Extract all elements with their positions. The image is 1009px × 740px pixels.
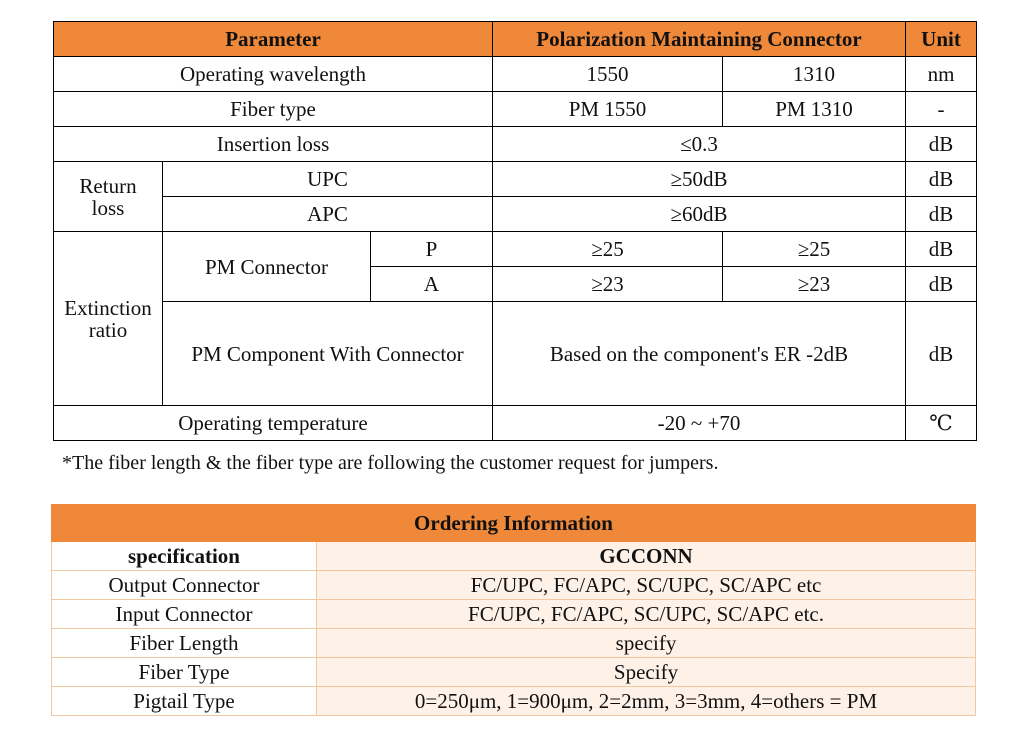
unit-operating-temperature: ℃ [906, 406, 977, 441]
value-fiber-type-2: PM 1310 [723, 92, 906, 127]
ordering-row-output-connector [52, 571, 976, 600]
label-apc: APC [163, 197, 493, 232]
label-return-loss [54, 162, 163, 232]
label-a: A [371, 267, 493, 302]
unit-wavelength: nm [906, 57, 977, 92]
spec-header-row [54, 22, 977, 57]
row-fiber-type [54, 92, 977, 127]
ordering-row-input-connector [52, 600, 976, 629]
value-wavelength-1310: 1310 [723, 57, 906, 92]
ordering-title-row [52, 505, 976, 542]
ordering-label-specification: specification [52, 542, 317, 571]
row-operating-temperature [54, 406, 977, 441]
label-upc: UPC [163, 162, 493, 197]
extinction-line2: ratio [88, 317, 128, 342]
unit-p: dB [906, 232, 977, 267]
label-pm-connector: PM Connector [163, 232, 371, 302]
footnote: *The fiber length & the fiber type are following the customer request for jumpers. [62, 452, 719, 474]
header-unit: Unit [906, 22, 977, 57]
ordering-value-specification: GCCONN [317, 542, 976, 571]
ordering-value-output-connector: FC/UPC, FC/APC, SC/UPC, SC/APC etc [317, 571, 976, 600]
row-extinction-p [54, 232, 977, 267]
label-p: P [371, 232, 493, 267]
row-pm-component [54, 302, 977, 406]
ordering-row-specification [52, 542, 976, 571]
row-insertion-loss [54, 127, 977, 162]
value-upc: ≥50dB [493, 162, 906, 197]
ordering-value-fiber-type: Specify [317, 658, 976, 687]
label-fiber-type: Fiber type [54, 92, 493, 127]
label-insertion-loss: Insertion loss [54, 127, 493, 162]
return-loss-line1: Return [79, 173, 137, 198]
unit-pm-component: dB [906, 302, 977, 406]
value-apc: ≥60dB [493, 197, 906, 232]
value-a-1: ≥23 [493, 267, 723, 302]
header-parameter: Parameter [54, 22, 493, 57]
ordering-label-input-connector: Input Connector [52, 600, 317, 629]
row-operating-wavelength [54, 57, 977, 92]
ordering-title: Ordering Information [52, 505, 976, 542]
value-insertion-loss: ≤0.3 [493, 127, 906, 162]
ordering-label-fiber-length: Fiber Length [52, 629, 317, 658]
return-loss-line2: loss [91, 195, 125, 220]
unit-apc: dB [906, 197, 977, 232]
row-return-loss-apc [54, 197, 977, 232]
label-extinction-ratio [54, 232, 163, 406]
ordering-row-fiber-type [52, 658, 976, 687]
specification-table [53, 21, 977, 441]
extinction-line1: Extinction [64, 295, 152, 320]
ordering-value-fiber-length: specify [317, 629, 976, 658]
ordering-label-fiber-type: Fiber Type [52, 658, 317, 687]
row-return-loss-upc [54, 162, 977, 197]
value-p-1: ≥25 [493, 232, 723, 267]
value-operating-temperature: -20 ~ +70 [493, 406, 906, 441]
ordering-value-pigtail-type: 0=250μm, 1=900μm, 2=2mm, 3=3mm, 4=others = PM [317, 687, 976, 716]
label-pm-component: PM Component With Connector [163, 302, 493, 406]
ordering-row-fiber-length [52, 629, 976, 658]
unit-upc: dB [906, 162, 977, 197]
ordering-row-pigtail-type [52, 687, 976, 716]
unit-insertion-loss: dB [906, 127, 977, 162]
header-connector: Polarization Maintaining Connector [493, 22, 906, 57]
unit-a: dB [906, 267, 977, 302]
ordering-label-pigtail-type: Pigtail Type [52, 687, 317, 716]
value-wavelength-1550: 1550 [493, 57, 723, 92]
label-operating-temperature: Operating temperature [54, 406, 493, 441]
ordering-label-output-connector: Output Connector [52, 571, 317, 600]
value-fiber-type-1: PM 1550 [493, 92, 723, 127]
value-p-2: ≥25 [723, 232, 906, 267]
value-a-2: ≥23 [723, 267, 906, 302]
unit-fiber-type: - [906, 92, 977, 127]
ordering-information-table [51, 504, 976, 716]
value-pm-component: Based on the component's ER -2dB [493, 302, 906, 406]
label-operating-wavelength: Operating wavelength [54, 57, 493, 92]
ordering-value-input-connector: FC/UPC, FC/APC, SC/UPC, SC/APC etc. [317, 600, 976, 629]
